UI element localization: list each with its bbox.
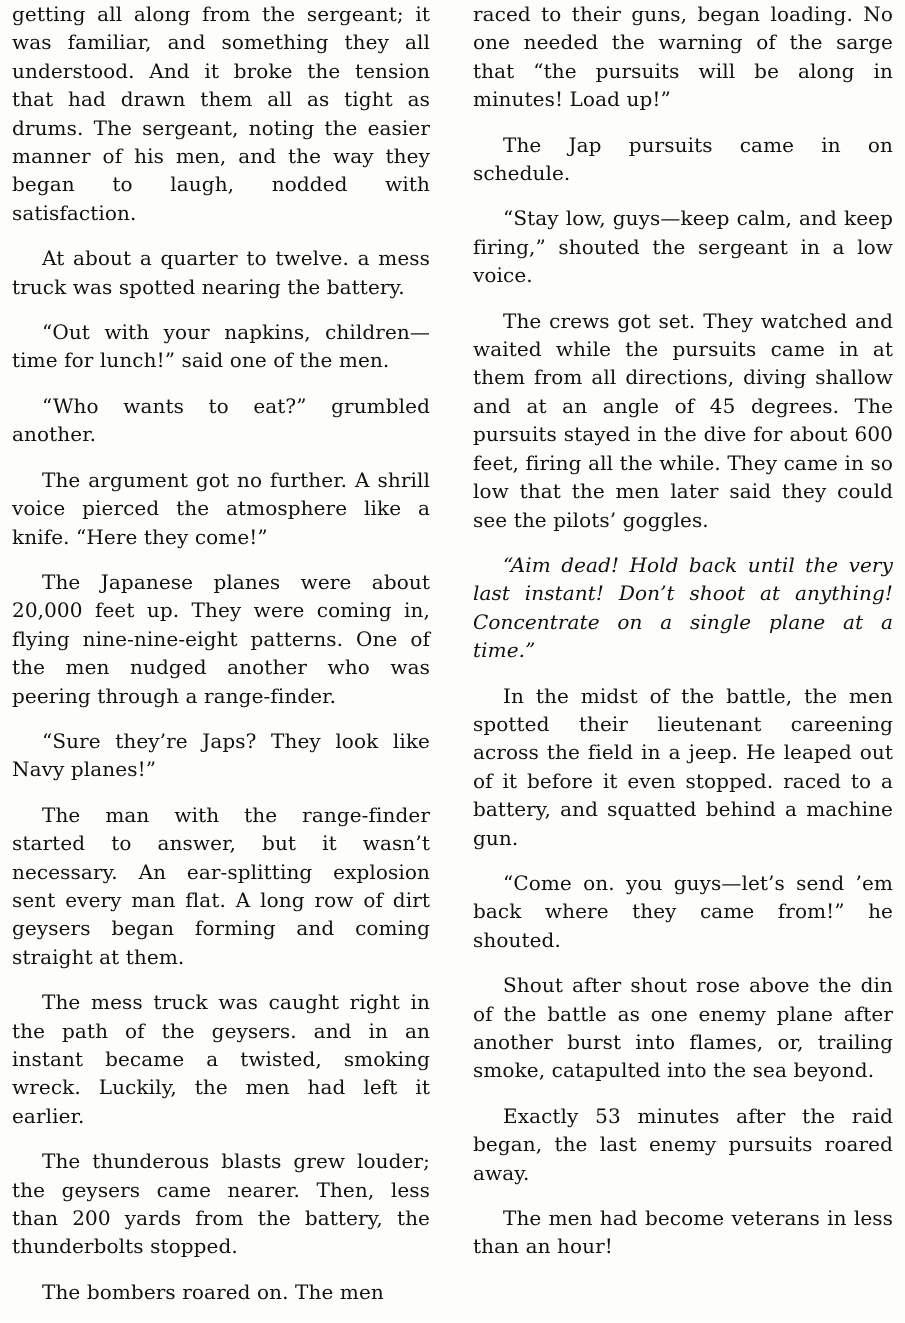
paragraph: Exactly 53 minutes after the raid began, the last enemy pursuits roared away. [473,1103,893,1185]
right-column [473,0,893,1278]
paragraph: The man with the range-finder started to answer, but it wasn’t necessary. An ear-splitting explosion sent every man flat. A long row of dirt geysers began forming and coming straight at them. [12,802,430,969]
paragraph: getting all along from the sergeant; it was familiar, and something they all understood. And it broke the tension that had drawn them all as tight as drums. The sergeant, noting the easier manner of his men, and the way they began to laugh, nodded with satisfaction. [12,2,430,225]
paragraph: The mess truck was caught right in the path of the geysers. and in an instant became a twisted, smoking wreck. Luckily, the men had left it earlier. [12,990,430,1128]
paragraph: The crews got set. They watched and waited while the pursuits came in at them from all directions, diving shallow and at an angle of 45 degrees. The pursuits stayed in the dive for about 600 feet, firing all the while. They came in so low that the men later said they could see the pilots’ goggles. [473,308,893,532]
paragraph: The men had become veterans in less than an hour! [473,1206,893,1259]
paragraph: The argument got no further. A shrill voice pierced the atmosphere like a knife. “Here they come!” [12,467,430,549]
paragraph: “Come on. you guys—let’s send ’em back where they came from!” he shouted. [473,870,893,952]
paragraph: Shout after shout rose above the din of the battle as one enemy plane after another burst into flames, or, trailing smoke, catapulted into the sea beyond. [473,973,893,1083]
paragraph: In the midst of the battle, the men spotted their lieutenant careening across the field in a jeep. He leaped out of it before it even stopped. raced to a battery, and squatted behind a machine gun. [473,683,893,850]
paragraph: “Stay low, guys—keep calm, and keep firing,” shouted the sergeant in a low voice. [473,206,893,288]
left-column [12,0,430,1323]
paragraph: The Jap pursuits came in on schedule. [473,132,893,186]
paragraph: “Out with your napkins, children—time for lunch!” said one of the men. [12,320,430,373]
paragraph: “Who wants to eat?” grumbled another. [12,393,430,447]
paragraph: The thunderous blasts grew louder; the geysers came nearer. Then, less than 200 yards from the battery, the thunderbolts stopped. [12,1149,430,1259]
paragraph: The bombers roared on. The men [42,1279,384,1304]
italic-quote-paragraph: “Aim dead! Hold back until the very last instant! Don’t shoot at anything! Concentrate on a single plane at a time.” [473,552,893,663]
paragraph: At about a quarter to twelve. a mess truck was spotted nearing the battery. [12,246,430,299]
paragraph: The Japanese planes were about 20,000 feet up. They were coming in, flying nine-nine-eight patterns. One of the men nudged another who was peering through a range-finder. [12,569,430,708]
paragraph: “Sure they’re Japs? They look like Navy planes!” [12,728,430,782]
paragraph: raced to their guns, began loading. No one needed the warning of the sarge that “the pursuits will be along in minutes! Load up!” [473,2,893,112]
